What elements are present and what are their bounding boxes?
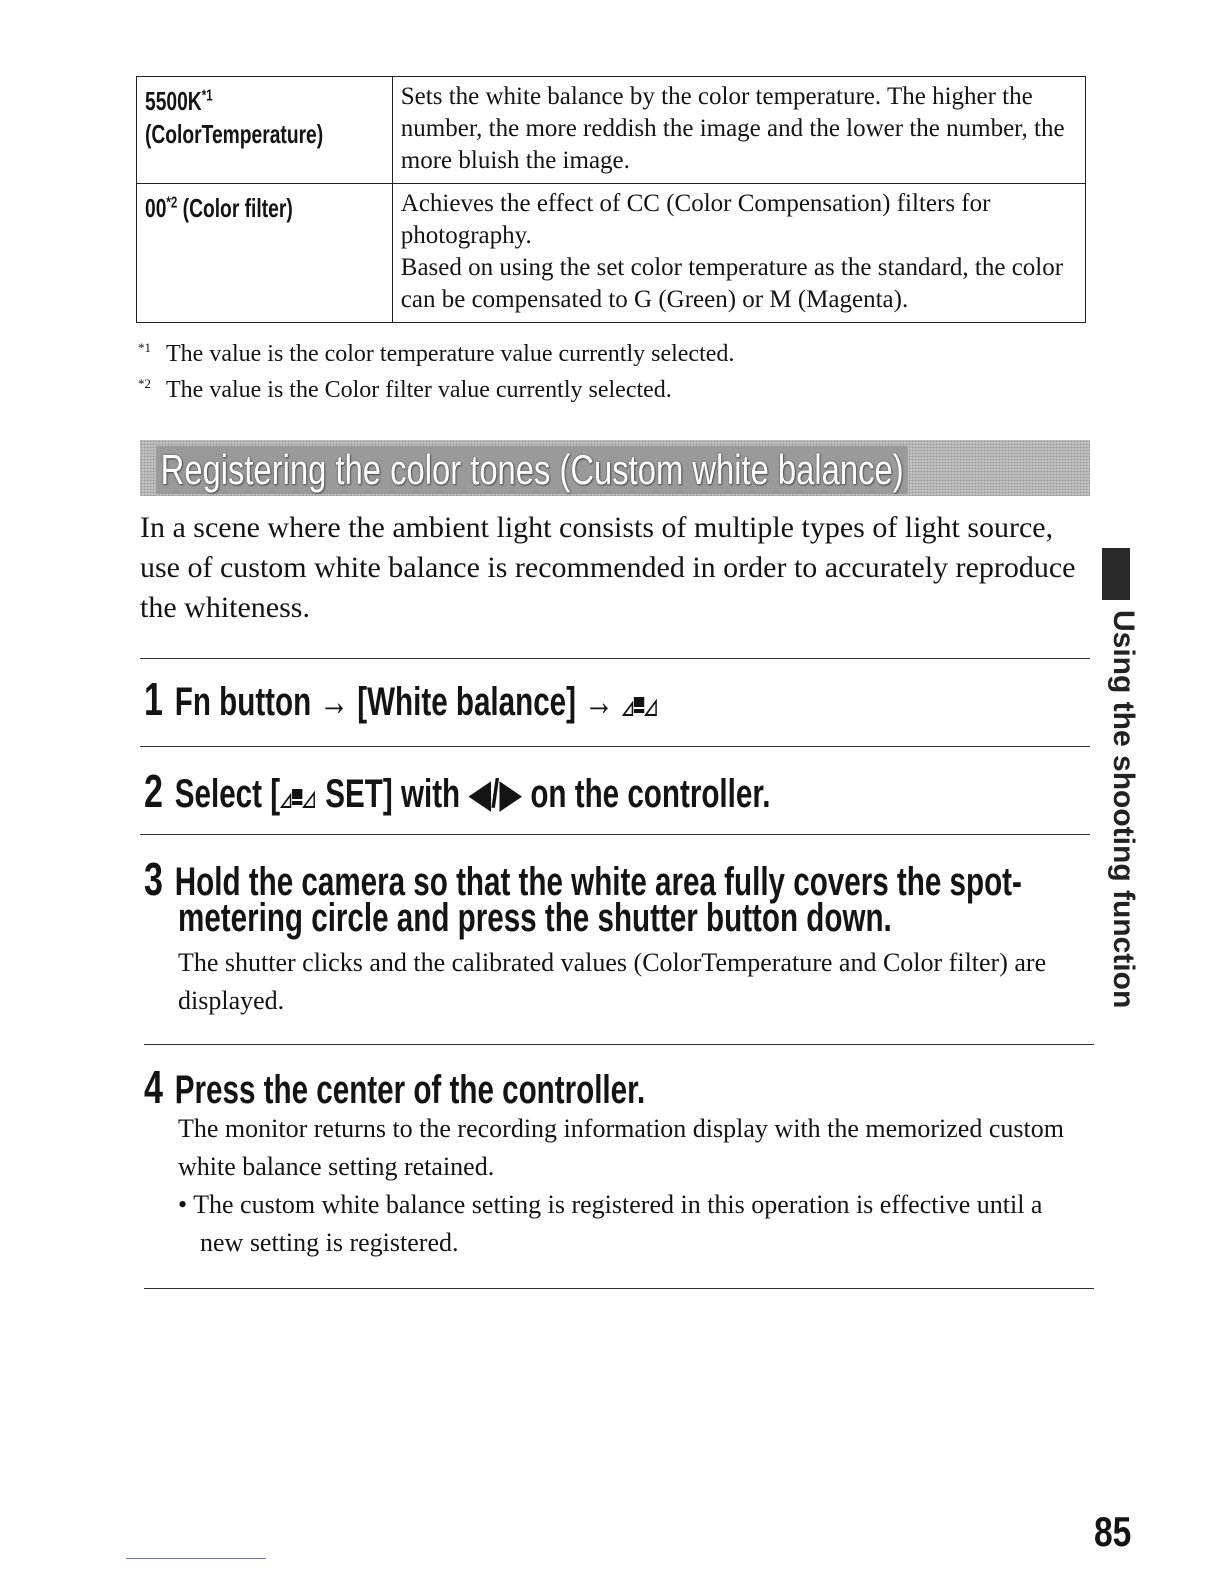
step-number: 2: [144, 765, 163, 817]
footnote-mark: *2: [138, 376, 151, 391]
table-description-cell: [392, 77, 1085, 184]
heading-value: 00: [145, 193, 167, 223]
step-text: metering circle and press the shutter button down.: [178, 896, 892, 940]
step-number: 4: [144, 1061, 163, 1113]
description: Sets the white balance by the color temperature. The higher the number, the more reddish the image and the lower the number, the more bluish the image.: [400, 83, 1065, 174]
divider: [140, 658, 1090, 659]
step-text: Fn button: [174, 680, 320, 724]
step-number: 3: [144, 853, 163, 905]
sidebar-section-label: Using the shooting function: [1107, 610, 1140, 1009]
table-heading-cell: [137, 77, 393, 184]
step-4: [144, 1060, 821, 1114]
heading-sub: (ColorTemperature): [145, 119, 324, 149]
custom-white-balance-icon: [280, 783, 317, 809]
table-row: [137, 184, 1086, 323]
bullet-note: • The custom white balance setting is registered in this operation is effective until a new setting is registered.: [178, 1190, 1043, 1257]
arrow-icon: →: [319, 680, 350, 724]
divider: [126, 1558, 266, 1559]
step-body: [178, 1110, 1088, 1262]
settings-table: [136, 76, 1086, 323]
step-text: SET] with ◀/▶ on the controller.: [317, 772, 771, 816]
table-description-cell: [392, 184, 1085, 323]
table-row: [137, 77, 1086, 184]
footnote-mark: *1: [201, 87, 213, 105]
divider: [144, 1044, 1094, 1045]
footnote-mark: *2: [166, 194, 178, 212]
step-text: Press the center of the controller.: [174, 1068, 646, 1112]
arrow-icon: →: [584, 680, 614, 724]
heading-sub: (Color filter): [177, 193, 293, 223]
step-3-continued: [178, 894, 1143, 941]
divider: [140, 834, 1090, 835]
page-number: 85: [1094, 1508, 1132, 1555]
custom-white-balance-icon: [622, 691, 659, 717]
footnote-text: The value is the color temperature value currently selected.: [166, 341, 735, 367]
section-title: Registering the color tones (Custom white balance): [156, 446, 908, 494]
intro-paragraph: In a scene where the ambient light consists of multiple types of light source, use of custom white balance is recommended in order to accurately reproduce the whiteness.: [140, 511, 1076, 624]
description: Achieves the effect of CC (Color Compensation) filters for photography.: [400, 190, 991, 249]
step-number: 1: [144, 673, 163, 725]
footnote-mark: *1: [138, 340, 151, 355]
step-text: Hold the camera so that the white area fully covers the spot-: [174, 860, 1022, 904]
divider: [144, 1288, 1094, 1289]
description-2: Based on using the set color temperature as the standard, the color can be compensated to G (Green) or M (Magenta).: [400, 254, 1064, 313]
footnote: [138, 340, 734, 368]
step-1: [144, 672, 840, 726]
step-text: [White balance]: [349, 680, 585, 724]
step-2: [144, 764, 991, 818]
table-heading-cell: [137, 184, 393, 323]
footnote: [138, 376, 672, 404]
step-text: Select [: [174, 772, 281, 816]
heading-value: 5500K: [145, 86, 202, 116]
section-banner: [140, 440, 1090, 496]
divider: [140, 746, 1090, 747]
section-tab-marker: [1102, 548, 1130, 600]
step-body: The shutter clicks and the calibrated values (ColorTemperature and Color filter) are displayed.: [178, 948, 1047, 1015]
footnote-text: The value is the Color filter value currently selected.: [166, 377, 672, 403]
step-body-text: The monitor returns to the recording information display with the memorized custom white balance setting retained.: [178, 1114, 1064, 1181]
